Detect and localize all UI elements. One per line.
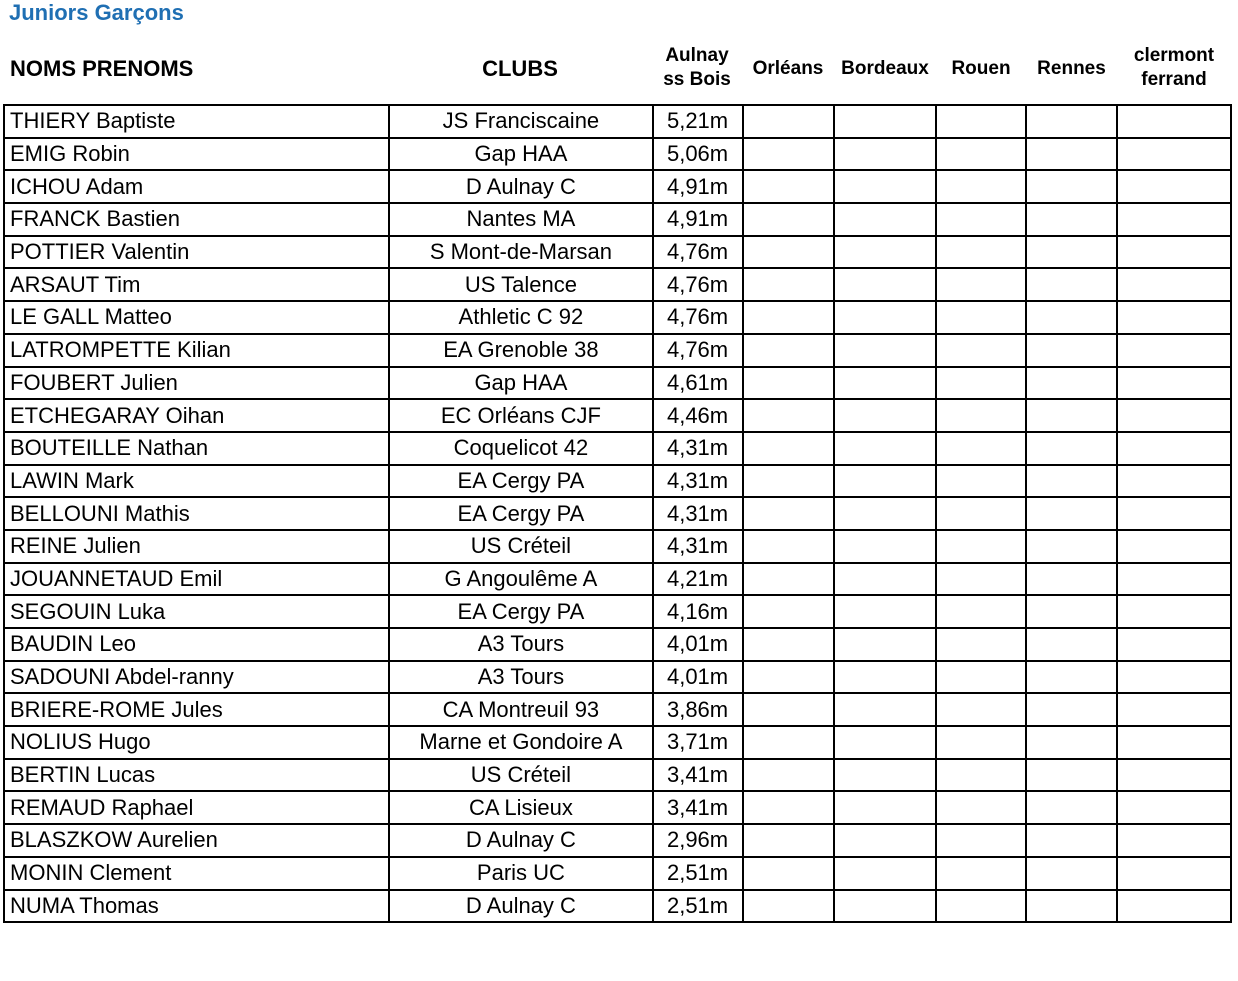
club-cell: EA Grenoble 38 bbox=[389, 334, 652, 367]
clermont-result-cell bbox=[1117, 236, 1231, 269]
rennes-result-cell bbox=[1026, 595, 1117, 628]
athlete-name-cell: BLASZKOW Aurelien bbox=[4, 824, 389, 857]
orleans-result-cell bbox=[743, 890, 834, 923]
header-orleans: Orléans bbox=[752, 58, 824, 79]
athlete-name-cell: BERTIN Lucas bbox=[4, 759, 389, 792]
table-row bbox=[4, 726, 1231, 759]
rennes-result-cell bbox=[1026, 824, 1117, 857]
orleans-result-cell bbox=[743, 791, 834, 824]
rouen-result-cell bbox=[936, 432, 1026, 465]
rouen-result-cell bbox=[936, 628, 1026, 661]
aulnay-result-cell: 4,31m bbox=[653, 465, 743, 498]
table-row bbox=[4, 824, 1231, 857]
aulnay-result-cell: 4,76m bbox=[653, 301, 743, 334]
athlete-name-cell: ICHOU Adam bbox=[4, 170, 389, 203]
rennes-result-cell bbox=[1026, 465, 1117, 498]
aulnay-result-cell: 4,91m bbox=[653, 170, 743, 203]
rennes-result-cell bbox=[1026, 726, 1117, 759]
rennes-result-cell bbox=[1026, 693, 1117, 726]
athlete-name-cell: LE GALL Matteo bbox=[4, 301, 389, 334]
clermont-result-cell bbox=[1117, 465, 1231, 498]
rouen-result-cell bbox=[936, 465, 1026, 498]
bordeaux-result-cell bbox=[834, 203, 936, 236]
athlete-name-cell: FRANCK Bastien bbox=[4, 203, 389, 236]
aulnay-result-cell: 4,61m bbox=[653, 367, 743, 400]
rouen-result-cell bbox=[936, 726, 1026, 759]
athlete-name-cell: NOLIUS Hugo bbox=[4, 726, 389, 759]
aulnay-result-cell: 3,41m bbox=[653, 759, 743, 792]
rennes-result-cell bbox=[1026, 203, 1117, 236]
table-row bbox=[4, 563, 1231, 596]
clermont-result-cell bbox=[1117, 432, 1231, 465]
rouen-result-cell bbox=[936, 105, 1026, 138]
clermont-result-cell bbox=[1117, 791, 1231, 824]
table-row bbox=[4, 693, 1231, 726]
aulnay-result-cell: 5,06m bbox=[653, 138, 743, 171]
orleans-result-cell bbox=[743, 334, 834, 367]
rennes-result-cell bbox=[1026, 399, 1117, 432]
bordeaux-result-cell bbox=[834, 268, 936, 301]
orleans-result-cell bbox=[743, 726, 834, 759]
aulnay-result-cell: 4,01m bbox=[653, 628, 743, 661]
orleans-result-cell bbox=[743, 628, 834, 661]
header-aulnay-line1: Aulnay bbox=[665, 45, 729, 66]
bordeaux-result-cell bbox=[834, 399, 936, 432]
club-cell: D Aulnay C bbox=[389, 170, 652, 203]
club-cell: Nantes MA bbox=[389, 203, 652, 236]
athlete-name-cell: REMAUD Raphael bbox=[4, 791, 389, 824]
page-title: Juniors Garçons bbox=[9, 0, 184, 25]
club-cell: Paris UC bbox=[389, 857, 652, 890]
rouen-result-cell bbox=[936, 693, 1026, 726]
aulnay-result-cell: 3,41m bbox=[653, 791, 743, 824]
bordeaux-result-cell bbox=[834, 628, 936, 661]
bordeaux-result-cell bbox=[834, 857, 936, 890]
clermont-result-cell bbox=[1117, 268, 1231, 301]
rennes-result-cell bbox=[1026, 334, 1117, 367]
clermont-result-cell bbox=[1117, 530, 1231, 563]
rouen-result-cell bbox=[936, 236, 1026, 269]
bordeaux-result-cell bbox=[834, 791, 936, 824]
table-row bbox=[4, 399, 1231, 432]
header-rouen: Rouen bbox=[951, 58, 1011, 79]
rouen-result-cell bbox=[936, 791, 1026, 824]
aulnay-result-cell: 4,46m bbox=[653, 399, 743, 432]
table-row bbox=[4, 595, 1231, 628]
clermont-result-cell bbox=[1117, 399, 1231, 432]
header-clubs: CLUBS bbox=[482, 56, 558, 81]
club-cell: CA Lisieux bbox=[389, 791, 652, 824]
club-cell: US Créteil bbox=[389, 759, 652, 792]
athlete-name-cell: MONIN Clement bbox=[4, 857, 389, 890]
rouen-result-cell bbox=[936, 399, 1026, 432]
aulnay-result-cell: 4,76m bbox=[653, 268, 743, 301]
clermont-result-cell bbox=[1117, 661, 1231, 694]
athlete-name-cell: THIERY Baptiste bbox=[4, 105, 389, 138]
athlete-name-cell: BOUTEILLE Nathan bbox=[4, 432, 389, 465]
athlete-name-cell: ETCHEGARAY Oihan bbox=[4, 399, 389, 432]
orleans-result-cell bbox=[743, 236, 834, 269]
rouen-result-cell bbox=[936, 661, 1026, 694]
bordeaux-result-cell bbox=[834, 530, 936, 563]
bordeaux-result-cell bbox=[834, 170, 936, 203]
table-row bbox=[4, 530, 1231, 563]
club-cell: Coquelicot 42 bbox=[389, 432, 652, 465]
club-cell: A3 Tours bbox=[389, 661, 652, 694]
athlete-name-cell: BELLOUNI Mathis bbox=[4, 497, 389, 530]
orleans-result-cell bbox=[743, 105, 834, 138]
table-row bbox=[4, 170, 1231, 203]
results-body bbox=[4, 105, 1231, 922]
athlete-name-cell: BRIERE-ROME Jules bbox=[4, 693, 389, 726]
bordeaux-result-cell bbox=[834, 563, 936, 596]
aulnay-result-cell: 2,96m bbox=[653, 824, 743, 857]
bordeaux-result-cell bbox=[834, 301, 936, 334]
athlete-name-cell: LAWIN Mark bbox=[4, 465, 389, 498]
rennes-result-cell bbox=[1026, 497, 1117, 530]
table-row bbox=[4, 497, 1231, 530]
table-row bbox=[4, 203, 1231, 236]
clermont-result-cell bbox=[1117, 301, 1231, 334]
rennes-result-cell bbox=[1026, 367, 1117, 400]
orleans-result-cell bbox=[743, 857, 834, 890]
bordeaux-result-cell bbox=[834, 726, 936, 759]
aulnay-result-cell: 3,71m bbox=[653, 726, 743, 759]
rennes-result-cell bbox=[1026, 791, 1117, 824]
table-row bbox=[4, 759, 1231, 792]
clermont-result-cell bbox=[1117, 138, 1231, 171]
aulnay-result-cell: 3,86m bbox=[653, 693, 743, 726]
rouen-result-cell bbox=[936, 367, 1026, 400]
rennes-result-cell bbox=[1026, 857, 1117, 890]
rennes-result-cell bbox=[1026, 268, 1117, 301]
bordeaux-result-cell bbox=[834, 334, 936, 367]
table-row bbox=[4, 301, 1231, 334]
athlete-name-cell: EMIG Robin bbox=[4, 138, 389, 171]
club-cell: EA Cergy PA bbox=[389, 595, 652, 628]
athlete-name-cell: BAUDIN Leo bbox=[4, 628, 389, 661]
orleans-result-cell bbox=[743, 170, 834, 203]
club-cell: A3 Tours bbox=[389, 628, 652, 661]
orleans-result-cell bbox=[743, 595, 834, 628]
clermont-result-cell bbox=[1117, 824, 1231, 857]
rouen-result-cell bbox=[936, 563, 1026, 596]
club-cell: US Créteil bbox=[389, 530, 652, 563]
rennes-result-cell bbox=[1026, 170, 1117, 203]
results-table bbox=[3, 104, 1232, 923]
table-row bbox=[4, 661, 1231, 694]
bordeaux-result-cell bbox=[834, 595, 936, 628]
aulnay-result-cell: 4,01m bbox=[653, 661, 743, 694]
club-cell: EC Orléans CJF bbox=[389, 399, 652, 432]
club-cell: Marne et Gondoire A bbox=[389, 726, 652, 759]
table-row bbox=[4, 105, 1231, 138]
athlete-name-cell: NUMA Thomas bbox=[4, 890, 389, 923]
table-row bbox=[4, 138, 1231, 171]
clermont-result-cell bbox=[1117, 759, 1231, 792]
table-row bbox=[4, 268, 1231, 301]
athlete-name-cell: LATROMPETTE Kilian bbox=[4, 334, 389, 367]
orleans-result-cell bbox=[743, 367, 834, 400]
bordeaux-result-cell bbox=[834, 138, 936, 171]
table-row bbox=[4, 432, 1231, 465]
rennes-result-cell bbox=[1026, 105, 1117, 138]
rennes-result-cell bbox=[1026, 530, 1117, 563]
rennes-result-cell bbox=[1026, 301, 1117, 334]
header-bordeaux: Bordeaux bbox=[841, 58, 929, 79]
bordeaux-result-cell bbox=[834, 497, 936, 530]
clermont-result-cell bbox=[1117, 563, 1231, 596]
club-cell: JS Franciscaine bbox=[389, 105, 652, 138]
orleans-result-cell bbox=[743, 759, 834, 792]
clermont-result-cell bbox=[1117, 170, 1231, 203]
rouen-result-cell bbox=[936, 857, 1026, 890]
bordeaux-result-cell bbox=[834, 890, 936, 923]
aulnay-result-cell: 4,31m bbox=[653, 497, 743, 530]
clermont-result-cell bbox=[1117, 334, 1231, 367]
aulnay-result-cell: 4,16m bbox=[653, 595, 743, 628]
orleans-result-cell bbox=[743, 530, 834, 563]
orleans-result-cell bbox=[743, 661, 834, 694]
bordeaux-result-cell bbox=[834, 661, 936, 694]
clermont-result-cell bbox=[1117, 890, 1231, 923]
rouen-result-cell bbox=[936, 301, 1026, 334]
table-row bbox=[4, 236, 1231, 269]
rouen-result-cell bbox=[936, 203, 1026, 236]
club-cell: US Talence bbox=[389, 268, 652, 301]
table-row bbox=[4, 465, 1231, 498]
aulnay-result-cell: 4,91m bbox=[653, 203, 743, 236]
rouen-result-cell bbox=[936, 824, 1026, 857]
rouen-result-cell bbox=[936, 530, 1026, 563]
aulnay-result-cell: 4,31m bbox=[653, 530, 743, 563]
club-cell: D Aulnay C bbox=[389, 890, 652, 923]
orleans-result-cell bbox=[743, 465, 834, 498]
club-cell: G Angoulême A bbox=[389, 563, 652, 596]
header-clermont-line2: ferrand bbox=[1141, 69, 1207, 90]
athlete-name-cell: POTTIER Valentin bbox=[4, 236, 389, 269]
club-cell: D Aulnay C bbox=[389, 824, 652, 857]
aulnay-result-cell: 4,21m bbox=[653, 563, 743, 596]
rennes-result-cell bbox=[1026, 628, 1117, 661]
club-cell: Athletic C 92 bbox=[389, 301, 652, 334]
table-row bbox=[4, 334, 1231, 367]
rouen-result-cell bbox=[936, 268, 1026, 301]
clermont-result-cell bbox=[1117, 595, 1231, 628]
bordeaux-result-cell bbox=[834, 824, 936, 857]
rouen-result-cell bbox=[936, 759, 1026, 792]
athlete-name-cell: SADOUNI Abdel-ranny bbox=[4, 661, 389, 694]
aulnay-result-cell: 2,51m bbox=[653, 890, 743, 923]
table-row bbox=[4, 857, 1231, 890]
orleans-result-cell bbox=[743, 203, 834, 236]
clermont-result-cell bbox=[1117, 497, 1231, 530]
header-rennes: Rennes bbox=[1037, 58, 1106, 79]
table-row bbox=[4, 628, 1231, 661]
clermont-result-cell bbox=[1117, 857, 1231, 890]
bordeaux-result-cell bbox=[834, 432, 936, 465]
rennes-result-cell bbox=[1026, 138, 1117, 171]
bordeaux-result-cell bbox=[834, 759, 936, 792]
rennes-result-cell bbox=[1026, 432, 1117, 465]
bordeaux-result-cell bbox=[834, 367, 936, 400]
rouen-result-cell bbox=[936, 334, 1026, 367]
athlete-name-cell: SEGOUIN Luka bbox=[4, 595, 389, 628]
orleans-result-cell bbox=[743, 399, 834, 432]
aulnay-result-cell: 5,21m bbox=[653, 105, 743, 138]
aulnay-result-cell: 2,51m bbox=[653, 857, 743, 890]
rennes-result-cell bbox=[1026, 661, 1117, 694]
athlete-name-cell: FOUBERT Julien bbox=[4, 367, 389, 400]
table-row bbox=[4, 791, 1231, 824]
club-cell: EA Cergy PA bbox=[389, 465, 652, 498]
aulnay-result-cell: 4,76m bbox=[653, 236, 743, 269]
clermont-result-cell bbox=[1117, 367, 1231, 400]
rennes-result-cell bbox=[1026, 759, 1117, 792]
header-names: NOMS PRENOMS bbox=[10, 56, 194, 81]
orleans-result-cell bbox=[743, 824, 834, 857]
clermont-result-cell bbox=[1117, 628, 1231, 661]
athlete-name-cell: ARSAUT Tim bbox=[4, 268, 389, 301]
club-cell: S Mont-de-Marsan bbox=[389, 236, 652, 269]
rouen-result-cell bbox=[936, 595, 1026, 628]
orleans-result-cell bbox=[743, 497, 834, 530]
rennes-result-cell bbox=[1026, 236, 1117, 269]
orleans-result-cell bbox=[743, 563, 834, 596]
club-cell: CA Montreuil 93 bbox=[389, 693, 652, 726]
bordeaux-result-cell bbox=[834, 693, 936, 726]
orleans-result-cell bbox=[743, 301, 834, 334]
rouen-result-cell bbox=[936, 170, 1026, 203]
club-cell: Gap HAA bbox=[389, 367, 652, 400]
rouen-result-cell bbox=[936, 138, 1026, 171]
header-aulnay-line2: ss Bois bbox=[663, 69, 731, 90]
aulnay-result-cell: 4,31m bbox=[653, 432, 743, 465]
club-cell: Gap HAA bbox=[389, 138, 652, 171]
club-cell: EA Cergy PA bbox=[389, 497, 652, 530]
clermont-result-cell bbox=[1117, 203, 1231, 236]
bordeaux-result-cell bbox=[834, 465, 936, 498]
table-row bbox=[4, 367, 1231, 400]
aulnay-result-cell: 4,76m bbox=[653, 334, 743, 367]
header-aulnay bbox=[652, 44, 742, 92]
orleans-result-cell bbox=[743, 432, 834, 465]
rouen-result-cell bbox=[936, 497, 1026, 530]
orleans-result-cell bbox=[743, 693, 834, 726]
table-row bbox=[4, 890, 1231, 923]
clermont-result-cell bbox=[1117, 105, 1231, 138]
bordeaux-result-cell bbox=[834, 105, 936, 138]
clermont-result-cell bbox=[1117, 726, 1231, 759]
rennes-result-cell bbox=[1026, 563, 1117, 596]
athlete-name-cell: REINE Julien bbox=[4, 530, 389, 563]
clermont-result-cell bbox=[1117, 693, 1231, 726]
rennes-result-cell bbox=[1026, 890, 1117, 923]
athlete-name-cell: JOUANNETAUD Emil bbox=[4, 563, 389, 596]
bordeaux-result-cell bbox=[834, 236, 936, 269]
orleans-result-cell bbox=[743, 268, 834, 301]
header-clermont-line1: clermont bbox=[1133, 45, 1215, 66]
orleans-result-cell bbox=[743, 138, 834, 171]
header-clermont bbox=[1117, 44, 1231, 92]
rouen-result-cell bbox=[936, 890, 1026, 923]
